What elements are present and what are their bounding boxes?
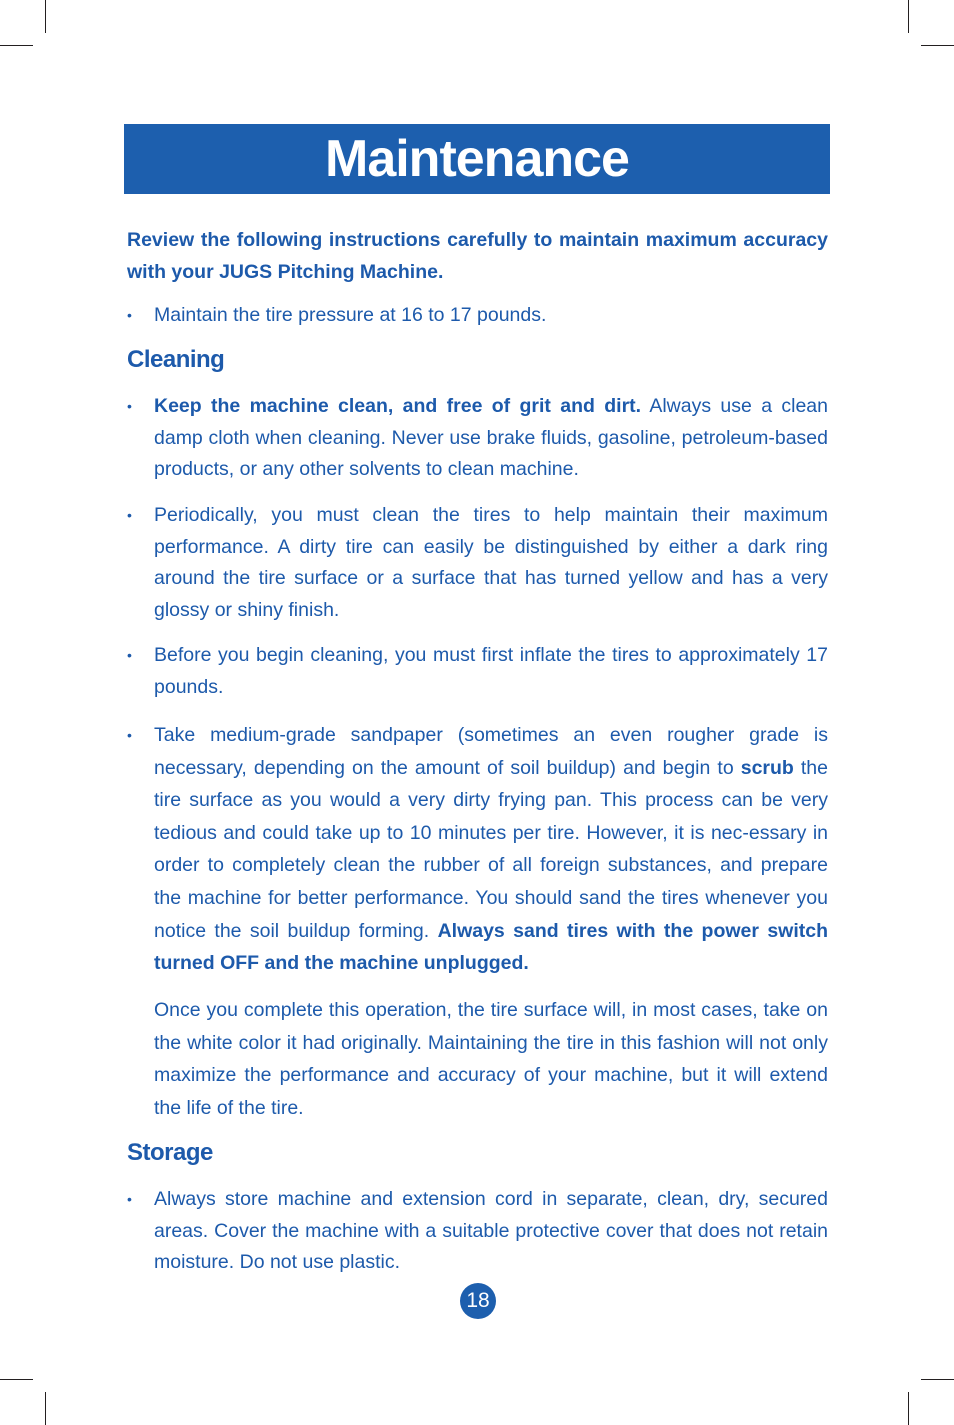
list-item-text: Always store machine and extension cord in separate, clean, dry, secured areas. Cover the machine with a suitable protective cover that does not retain moisture. Do not use plastic. [154, 1188, 828, 1273]
bullet-icon: • [127, 507, 132, 523]
crop-mark [45, 1392, 46, 1425]
bullet-icon: • [127, 1191, 132, 1207]
emphasis-text: Keep the machine clean, and free of grit and dirt. [154, 395, 642, 417]
list-item-text: Periodically, you must clean the tires to help maintain their maximum performance. A dirty tire can easily be distinguished by either a dark ring around the tire surface or a surface that has turned yellow and has a very glossy or shiny finish. [154, 504, 828, 621]
body-text: the tire surface as you would a very dirty frying pan. This process can be very tedious and could take up to 10 minutes per tire. However, it is nec-essary in order to completely clean the rubber of all foreign substances, and prepare the machine for better performance. You should sand the tires whenever you notice the soil buildup forming. [154, 756, 828, 942]
bullet-icon: • [127, 307, 132, 323]
list-item [127, 719, 828, 980]
title-banner [124, 124, 830, 194]
bullet-icon: • [127, 647, 132, 663]
crop-mark [0, 1379, 33, 1380]
emphasis-text: scrub [740, 756, 794, 779]
crop-mark [908, 0, 909, 33]
bullet-icon: • [127, 398, 132, 414]
list-item [127, 640, 828, 703]
warning-text: Always sand tires with the power switch turned OFF and the machine unplugged. [154, 919, 828, 975]
crop-mark [921, 45, 954, 46]
followup-paragraph: Once you complete this operation, the tire surface will, in most cases, take on the white color it had originally. Maintaining the tire in this fashion will not only maximize the performance and accuracy of your machine, but it will extend the life of the tire. [154, 999, 828, 1119]
list-item [127, 1184, 828, 1279]
bullet-icon: • [127, 727, 132, 743]
section-heading-cleaning: Cleaning [127, 346, 225, 373]
page-title: Maintenance [325, 130, 629, 188]
crop-mark [921, 1379, 954, 1380]
list-item-text: Maintain the tire pressure at 16 to 17 pounds. [154, 304, 547, 326]
list-item [127, 300, 828, 332]
crop-mark [0, 45, 33, 46]
list-item [127, 500, 828, 626]
section-heading-storage: Storage [127, 1139, 213, 1166]
list-item-text [154, 719, 828, 980]
crop-mark [908, 1392, 909, 1425]
list-item-text [154, 391, 828, 486]
page-number-badge: 18 [460, 1283, 496, 1319]
crop-mark [45, 0, 46, 33]
body-text: Always use a clean damp cloth when cleaning. Never use brake fluids, gasoline, petroleum-based products, or any other solvents to clean machine. [154, 395, 828, 480]
list-item-text: Before you begin cleaning, you must first inflate the tires to approximately 17 pounds. [154, 644, 828, 698]
intro-text: Review the following instructions carefully to maintain maximum accuracy with your JUGS Pitching Machine. [127, 229, 828, 283]
body-text: Take medium-grade sandpaper (sometimes an even rougher grade is necessary, depending on the amount of soil buildup) and begin to [154, 724, 828, 779]
list-item [127, 391, 828, 486]
